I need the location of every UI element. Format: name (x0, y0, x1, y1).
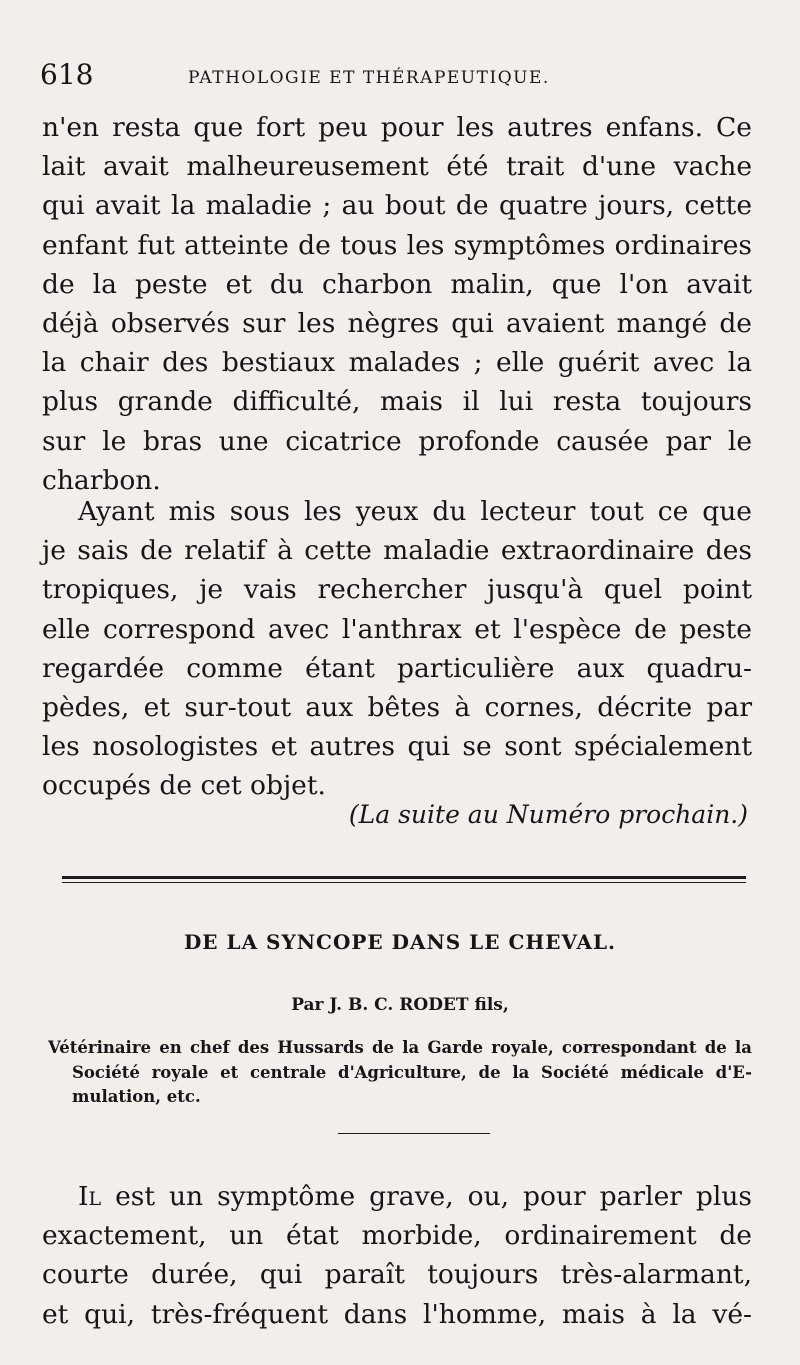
article-title: DE LA SYNCOPE DANS LE CHEVAL. (183, 930, 617, 954)
text-line: courte durée, qui paraît toujours très-alarmant, (42, 1259, 752, 1291)
page-number: 618 (40, 58, 94, 91)
opening-line-rest: est un symptôme grave, ou, pour parler plus (101, 1181, 752, 1212)
author-affiliation (48, 1036, 752, 1110)
text-line: Ayant mis sous les yeux du lecteur tout ce que (78, 496, 752, 527)
text-line: et qui, très-fréquent dans l'homme, mais à la vé- (42, 1298, 752, 1330)
short-divider (338, 1133, 490, 1134)
text-line: plus grande difficulté, mais il lui resta toujours (42, 386, 752, 418)
continuation-note: (La suite au Numéro prochain.) (348, 800, 748, 829)
text-line: les nosologistes et autres qui se sont spécialement (42, 731, 752, 763)
text-line: je sais de relatif à cette maladie extraordinaire des (42, 535, 752, 567)
affiliation-line: Société royale et centrale d'Agriculture, de la Société médicale d'E- (72, 1062, 752, 1082)
article-author: Par J. B. C. RODET fils, (291, 995, 509, 1015)
affiliation-line: mulation, etc. (72, 1087, 201, 1106)
text-line: qui avait la maladie ; au bout de quatre jours, cette (42, 190, 752, 222)
text-line (42, 1177, 752, 1216)
text-line: n'en resta que fort peu pour les autres enfans. Ce (42, 112, 752, 143)
affiliation-line: Vétérinaire en chef des Hussards de la Garde royale, correspondant de la (48, 1038, 752, 1057)
text-line: charbon. (42, 464, 161, 496)
text-line: déjà observés sur les nègres qui avaient mangé de (42, 307, 752, 339)
opening-word: Il (78, 1181, 102, 1212)
text-line: de la peste et du charbon malin, que l'on avait (42, 268, 752, 300)
text-line: enfant fut atteinte de tous les symptômes ordinaires (42, 229, 752, 261)
text-line: exactement, un état morbide, ordinairement de (42, 1220, 752, 1252)
text-line: sur le bras une cicatrice profonde causée par le (42, 425, 752, 457)
paragraph-conclusion (42, 492, 752, 806)
text-line: lait avait malheureusement été trait d'une vache (42, 151, 752, 183)
page-header (40, 58, 760, 98)
running-title: PATHOLOGIE ET THÉRAPEUTIQUE. (188, 68, 550, 88)
text-line: tropiques, je vais rechercher jusqu'à quel point (42, 574, 752, 606)
section-divider (62, 876, 746, 883)
paragraph-continued (42, 108, 752, 500)
text-line: pèdes, et sur-tout aux bêtes à cornes, décrite par (42, 691, 752, 723)
text-line: regardée comme étant particulière aux quadru- (42, 652, 752, 684)
text-line: la chair des bestiaux malades ; elle guérit avec la (42, 347, 752, 379)
text-line: elle correspond avec l'anthrax et l'espèce de peste (42, 613, 752, 645)
text-line: occupés de cet objet. (42, 770, 326, 802)
article-body-opening (42, 1177, 752, 1334)
